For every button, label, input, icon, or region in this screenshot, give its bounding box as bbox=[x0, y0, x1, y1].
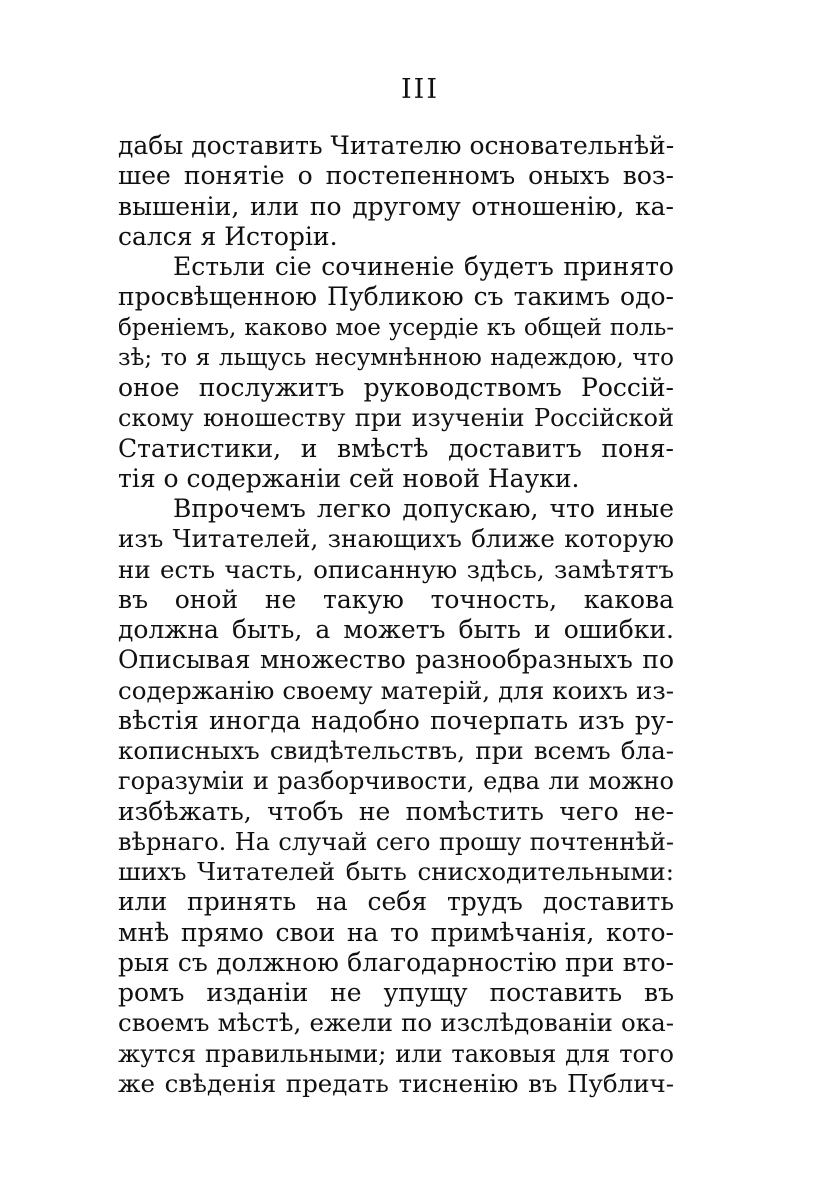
text-line: или принять на себя трудъ доставить bbox=[118, 887, 674, 917]
text-line: ни есть часть, описанную здѣсь, замѣтятъ bbox=[118, 554, 674, 584]
text-line: сался я Исторіи. bbox=[118, 221, 338, 251]
text-line: жутся правильными; или таковыя для того bbox=[118, 1039, 674, 1068]
text-line: своемъ мѣстѣ, ежели по изслѣдованіи ока- bbox=[118, 1008, 674, 1038]
text-line: изъ Читателей, знающихъ ближе которую bbox=[118, 524, 674, 554]
text-line: вѣрнаго. На случай сего прошу почтеннѣй- bbox=[118, 827, 674, 856]
text-line: кописныхъ свидѣтельствъ, при всемъ бла- bbox=[118, 736, 674, 765]
text-line: оное послужитъ руководствомъ Россій- bbox=[118, 373, 674, 402]
text-line: вѣстія иногда надобно почерпать изъ ру- bbox=[118, 705, 674, 735]
text-line: скому юношеству при изученіи Россійской bbox=[118, 404, 674, 433]
text-line: горазуміи и разборчивости, едва ли можно bbox=[118, 767, 674, 796]
text-line: же свѣденія предать тисненію въ Публич- bbox=[118, 1068, 674, 1098]
text-line: тія о содержаніи сей новой Науки. bbox=[118, 463, 580, 493]
text-line: рыя съ должною благодарностію при вто- bbox=[118, 947, 674, 977]
text-line: должна быть, а можетъ быть и ошибки. bbox=[118, 615, 674, 644]
text-line: вышеніи, или по другому отношенію, ка- bbox=[118, 191, 674, 221]
text-line: бреніемъ, каково мое усердіе къ общей поль- bbox=[118, 314, 674, 341]
text-line: Впрочемъ легко допускаю, что иные bbox=[173, 494, 674, 523]
text-line: Статистики, и вмѣстѣ доставитъ поня- bbox=[118, 433, 674, 463]
page-number: III bbox=[401, 74, 439, 105]
text-line: избѣжать, чтобъ не помѣстить чего не- bbox=[118, 796, 674, 826]
text-line: ромъ изданіи не упущу поставить въ bbox=[118, 978, 674, 1007]
text-line: въ оной не такую точность, какова bbox=[118, 584, 674, 614]
text-line: мнѣ прямо свои на то примѣчанія, кото- bbox=[118, 917, 674, 947]
text-line: Описывая множество разнообразныхъ по bbox=[118, 645, 674, 675]
text-line: Естьли сіе сочиненіе будетъ принято bbox=[173, 252, 674, 281]
text-line: шихъ Читателей быть снисходительными: bbox=[118, 857, 674, 886]
text-line: дабы доставить Читателю основательнѣй- bbox=[118, 131, 675, 160]
text-body bbox=[118, 131, 674, 1099]
text-line: шее понятіе о постепенномъ оныхъ воз- bbox=[118, 161, 674, 191]
text-line: зѣ; то я льщусь несумнѣнною надеждою, что bbox=[118, 344, 674, 371]
text-line: содержанію своему матерій, для коихъ из- bbox=[118, 675, 674, 705]
text-line: просвѣщенною Публикою съ такимъ одо- bbox=[118, 282, 674, 312]
